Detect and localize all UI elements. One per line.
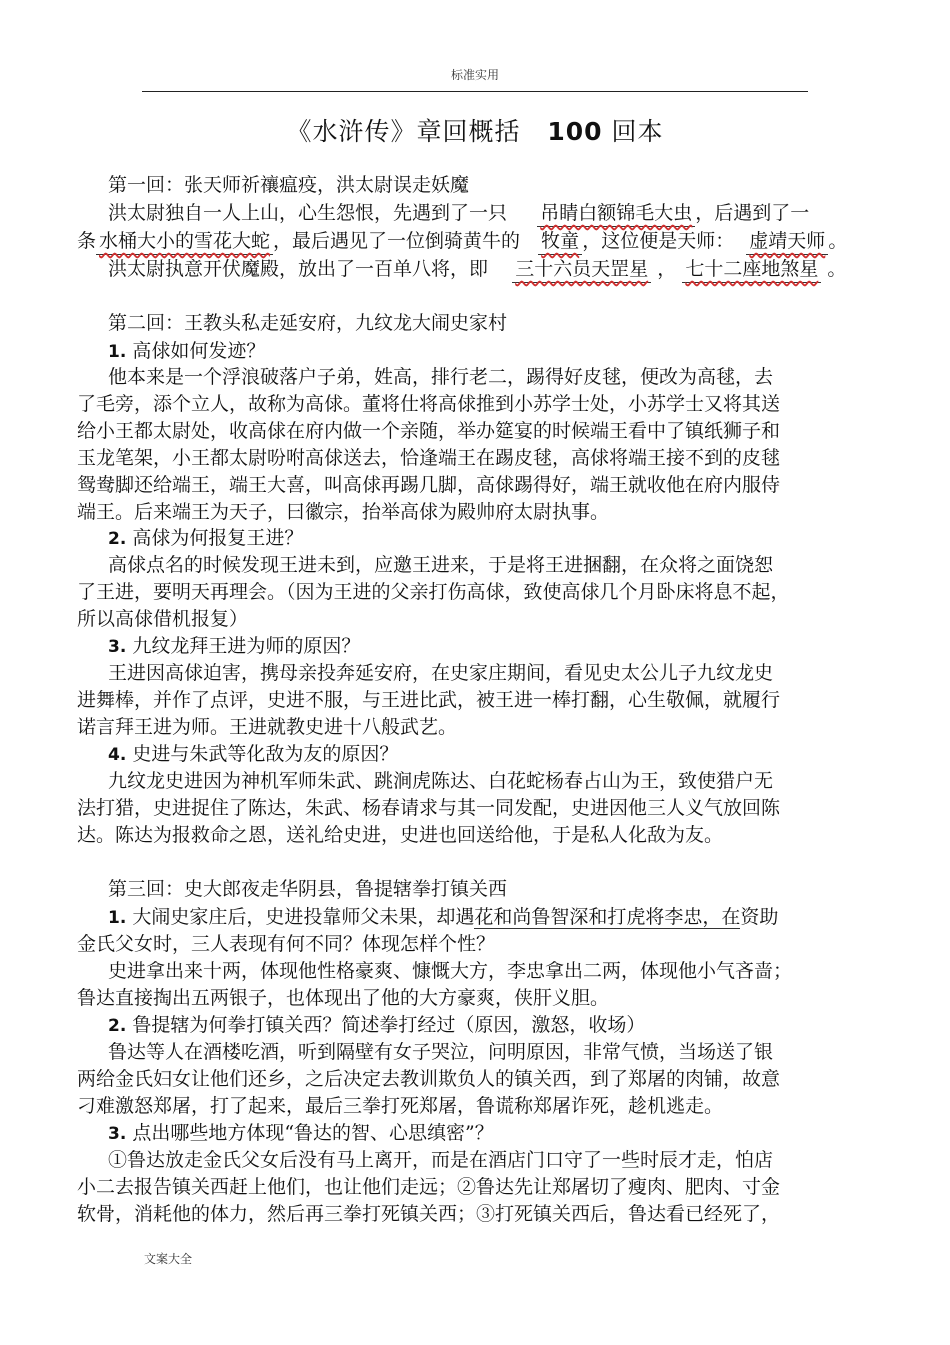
ch3-answer-3-line: ①鲁达放走金氏父女后没有马上离开，而是在酒店门口守了一些时辰才走，怕店 (108, 1149, 774, 1171)
page-footer: 文案大全 (144, 1252, 193, 1266)
ch2-answer-1-line: 他本来是一个浮浪破落户子弟，姓高，排行老二，踢得好皮毬，便改为高毬，去 (108, 366, 774, 388)
ch2-question-2: 2. 高俅为何报复王进？ (108, 527, 304, 549)
fill-blank-5: 三十六员天罡星 (512, 256, 651, 283)
fill-blank-6: 七十二座地煞星 (682, 256, 821, 283)
ch2-answer-4-line: 九纹龙史进因为神机军师朱武、跳涧虎陈达、白花蛇杨春占山为王，致使猎户无 (108, 770, 774, 792)
fill-blank-2: 水桶大小的雪花大蛇 (96, 228, 273, 255)
ch3-answer-1-line: 史进拿出来十两，体现他性格豪爽、慷慨大方，李忠拿出二两，体现他小气吝啬； (108, 960, 793, 982)
title-suffix: 回本 (611, 117, 664, 146)
ch1-line-2: 条 水桶大小的雪花大蛇 ，最后遇见了一位倒骑黄牛的 牧童 ，这位便是天师： 虚靖天师 。 (77, 228, 897, 255)
ch2-answer-1-line: 玉龙笔架，小王都太尉吩咐高俅送去，恰逢端王在踢皮毬，高俅将端王接不到的皮毬 (77, 447, 781, 469)
underlined-names: 花和尚鲁智深和打虎将李忠，在 (474, 906, 741, 928)
ch2-question-3: 3. 九纹龙拜王进为师的原因？ (108, 635, 361, 657)
document-title (0, 112, 950, 148)
chapter-2-heading: 第二回：王教头私走延安府，九纹龙大闹史家村 (108, 312, 508, 334)
ch3-answer-2-line: 两给金氏妇女让他们还乡，之后决定去教训欺负人的镇关西，到了郑屠的肉铺，故意 (77, 1068, 781, 1090)
ch2-question-1: 1. 高俅如何发迹？ (108, 340, 266, 362)
ch2-answer-2-line: 所以高俅借机报复） (77, 608, 249, 630)
chapter-3-heading: 第三回：史大郎夜走华阴县，鲁提辖拳打镇关西 (108, 878, 508, 900)
ch3-question-1: 1. 大闹史家庄后，史进投靠师父未果，却遇花和尚鲁智深和打虎将李忠，在资助 (108, 906, 779, 928)
ch2-answer-2-line: 了王进，要明天再理会。（因为王进的父亲打伤高俅，致使高俅几个月卧床将息不起， (77, 581, 790, 603)
ch1-line-1: 洪太尉独自一人上山，心生怨恨，先遇到了一只 吊睛白额锦毛大虫 ，后遇到了一 (108, 200, 928, 227)
page-header: 标准实用 (450, 68, 499, 82)
title-text: 《水浒传》章回概括 (286, 117, 521, 146)
ch3-answer-3-line: 小二去报告镇关西赶上他们，也让他们走远；②鲁达先让郑屠切了瘦肉、肥肉、寸金 (77, 1176, 781, 1198)
ch3-answer-2-line: 鲁达等人在酒楼吃酒，听到隔壁有女子哭泣，问明原因，非常气愤，当场送了银 (108, 1041, 774, 1063)
fill-blank-1: 吊睛白额锦毛大虫 (537, 200, 695, 227)
ch2-answer-3-line: 诺言拜王进为师。王进就教史进十八般武艺。 (77, 716, 458, 738)
ch2-answer-1-line: 鸳鸯脚还给端王，端王大喜，叫高俅再踢几脚，高俅踢得好，端王就收他在府内服侍 (77, 474, 781, 496)
fill-blank-3: 牧童 (538, 228, 582, 255)
ch1-line-3: 洪太尉执意开伏魔殿，放出了一百单八将，即 三十六员天罡星 ， 七十二座地煞星 。 (108, 256, 928, 283)
header-rule (142, 91, 808, 92)
ch3-question-1-cont: 金氏父女时，三人表现有何不同？体现怎样个性？ (77, 933, 496, 955)
fill-blank-4: 虚靖天师 (746, 228, 828, 255)
ch2-answer-4-line: 达。陈达为报救命之恩，送礼给史进，史进也回送给他，于是私人化敌为友。 (77, 824, 724, 846)
ch3-answer-2-line: 刁难激怒郑屠，打了起来，最后三拳打死郑屠，鲁谎称郑屠诈死，趁机逃走。 (77, 1095, 724, 1117)
ch2-answer-1-line: 端王。后来端王为天子，曰徽宗，抬举高俅为殿帅府太尉执事。 (77, 501, 610, 523)
ch2-question-4: 4. 史进与朱武等化敌为友的原因？ (108, 743, 399, 765)
ch2-answer-3-line: 进舞棒，并作了点评，史进不服，与王进比武，被王进一棒打翻，心生敬佩，就履行 (77, 689, 781, 711)
ch3-answer-1-line: 鲁达直接掏出五两银子，也体现出了他的大方豪爽，侠肝义胆。 (77, 987, 610, 1009)
ch2-answer-4-line: 法打猎，史进捉住了陈达，朱武、杨春请求与其一同发配，史进因他三人义气放回陈 (77, 797, 781, 819)
ch2-answer-1-line: 给小王都太尉处，收高俅在府内做一个亲随，举办筵宴的时候端王看中了镇纸狮子和 (77, 420, 781, 442)
ch3-question-2: 2. 鲁提辖为何拳打镇关西？简述拳打经过（原因，激怒，收场） (108, 1014, 646, 1036)
ch3-question-3: 3. 点出哪些地方体现“鲁达的智、心思缜密”？ (108, 1122, 494, 1144)
ch2-answer-2-line: 高俅点名的时候发现王进未到，应邀王进来，于是将王进捆翻，在众将之面饶恕 (108, 554, 774, 576)
ch3-answer-3-line: 软骨，消耗他的体力，然后再三拳打死镇关西；③打死镇关西后，鲁达看已经死了， (77, 1203, 781, 1225)
ch2-answer-1-line: 了毛旁，添个立人，故称为高俅。董将仕将高俅推到小苏学士处，小苏学士又将其送 (77, 393, 781, 415)
ch2-answer-3-line: 王进因高俅迫害，携母亲投奔延安府，在史家庄期间，看见史太公儿子九纹龙史 (108, 662, 774, 684)
chapter-1-heading: 第一回：张天师祈禳瘟疫，洪太尉误走妖魔 (108, 174, 470, 196)
title-number: 100 (547, 117, 603, 146)
